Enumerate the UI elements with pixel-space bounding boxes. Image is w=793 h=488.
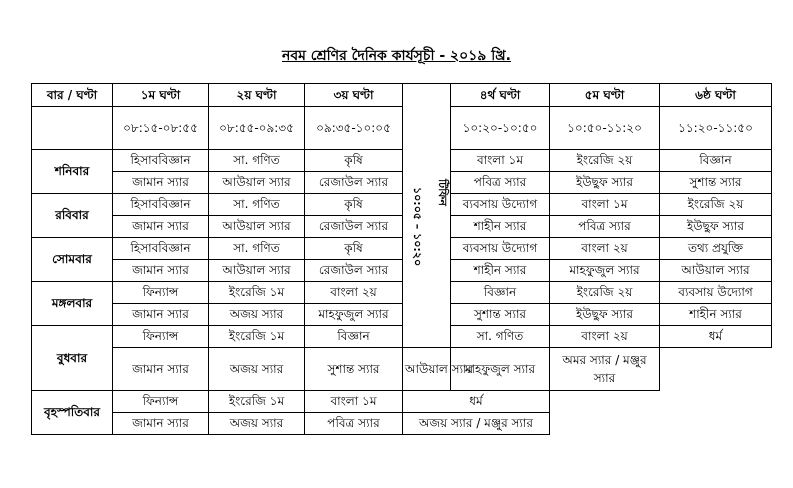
day-sunday: রবিবার	[32, 194, 113, 238]
day-saturday: শনিবার	[32, 150, 113, 194]
table-row	[32, 172, 772, 194]
header-period-3: ৩য় ঘণ্টা	[305, 84, 403, 107]
subject-cell: সা. গণিত	[451, 326, 550, 348]
class-routine-table	[31, 83, 772, 435]
teacher-cell: রেজাউল স্যার	[305, 172, 403, 194]
header-period-6: ৬ষ্ঠ ঘণ্টা	[660, 84, 772, 107]
subject-cell: বাংলা ২য়	[305, 282, 403, 304]
teacher-cell: মাহফুজুল স্যার	[550, 260, 660, 282]
subject-cell: সা. গণিত	[209, 150, 305, 172]
header-period-5: ৫ম ঘণ্টা	[550, 84, 660, 107]
header-row	[32, 84, 772, 107]
subject-cell: হিসাববিজ্ঞান	[113, 194, 209, 216]
table-row	[32, 282, 772, 304]
table-row	[32, 216, 772, 238]
header-period-4: ৪র্থ ঘণ্টা	[451, 84, 550, 107]
table-row	[32, 194, 772, 216]
teacher-cell: আউয়াল স্যার	[403, 348, 451, 391]
subject-cell: বিজ্ঞান	[660, 150, 772, 172]
teacher-cell: শাহীন স্যার	[451, 260, 550, 282]
subject-cell: ব্যবসায় উদ্যোগ	[451, 238, 550, 260]
header-day-period: বার / ঘণ্টা	[32, 84, 113, 107]
time-period-4: ১০:২০-১০:৫০	[451, 107, 550, 150]
day-wednesday: বুধবার	[32, 326, 113, 391]
subject-cell: সা. গণিত	[209, 238, 305, 260]
subject-cell: ইংরেজি ১ম	[209, 326, 305, 348]
subject-cell: বিজ্ঞান	[451, 282, 550, 304]
teacher-cell: অজয় স্যার	[209, 413, 305, 435]
subject-cell: ইংরেজি ২য়	[550, 150, 660, 172]
table-row	[32, 238, 772, 260]
break-label: টিফিন	[436, 178, 449, 206]
header-period-2: ২য় ঘণ্টা	[209, 84, 305, 107]
teacher-cell: আউয়াল স্যার	[209, 260, 305, 282]
subject-cell: ইংরেজি ২য়	[550, 282, 660, 304]
teacher-cell: অমর স্যার / মঞ্জুর স্যার	[550, 348, 660, 391]
teacher-cell: অজয় স্যার / মঞ্জুর স্যার	[403, 413, 550, 435]
teacher-cell: ইউছুফ স্যার	[550, 172, 660, 194]
day-thursday: বৃহস্পতিবার	[32, 391, 113, 435]
break-time: ১০:০৫ – ১০:২০	[411, 187, 424, 267]
subject-cell: ব্যবসায় উদ্যোগ	[660, 282, 772, 304]
subject-cell: কৃষি	[305, 194, 403, 216]
header-period-1: ১ম ঘণ্টা	[113, 84, 209, 107]
table-row	[32, 150, 772, 172]
time-period-5: ১০:৫০-১১:২০	[550, 107, 660, 150]
time-period-3: ০৯:৩৫-১০:০৫	[305, 107, 403, 150]
teacher-cell: ইউছুফ স্যার	[660, 216, 772, 238]
table-row	[32, 391, 772, 413]
page-title: নবম শ্রেণির দৈনিক কার্যসূচী - ২০১৯ খ্রি.	[281, 48, 512, 64]
teacher-cell: অজয় স্যার	[209, 304, 305, 326]
day-tuesday: মঙ্গলবার	[32, 282, 113, 326]
break-column	[403, 84, 451, 348]
subject-cell: বিজ্ঞান	[305, 326, 403, 348]
subject-cell: বাংলা ১ম	[305, 391, 403, 413]
teacher-cell: জামান স্যার	[113, 304, 209, 326]
subject-cell: ইংরেজি ১ম	[209, 282, 305, 304]
subject-cell: ইংরেজি ২য়	[660, 194, 772, 216]
teacher-cell: অজয় স্যার	[209, 348, 305, 391]
time-period-2: ০৮:৫৫-০৯:৩৫	[209, 107, 305, 150]
subject-cell: ফিন্যান্স	[113, 391, 209, 413]
subject-cell: হিসাববিজ্ঞান	[113, 238, 209, 260]
subject-cell: কৃষি	[305, 150, 403, 172]
teacher-cell: সুশান্ত স্যার	[451, 304, 550, 326]
subject-cell: ফিন্যান্স	[113, 282, 209, 304]
teacher-cell: পবিত্র স্যার	[550, 216, 660, 238]
time-period-6: ১১:২০-১১:৫০	[660, 107, 772, 150]
teacher-cell: জামান স্যার	[113, 172, 209, 194]
subject-cell: ফিন্যান্স	[113, 326, 209, 348]
teacher-cell: শাহীন স্যার	[660, 304, 772, 326]
empty-cell	[550, 391, 772, 413]
teacher-cell: জামান স্যার	[113, 413, 209, 435]
teacher-cell: রেজাউল স্যার	[305, 216, 403, 238]
table-row	[32, 413, 772, 435]
teacher-cell: জামান স্যার	[113, 260, 209, 282]
time-empty	[32, 107, 113, 150]
subject-cell: ধর্ম	[660, 326, 772, 348]
teacher-cell: জামান স্যার	[113, 216, 209, 238]
teacher-cell: পবিত্র স্যার	[451, 172, 550, 194]
subject-cell: ব্যবসায় উদ্যোগ	[451, 194, 550, 216]
teacher-cell: মাহফুজুল স্যার	[451, 348, 550, 391]
teacher-cell: আউয়াল স্যার	[660, 260, 772, 282]
subject-cell: বাংলা ২য়	[550, 238, 660, 260]
time-row	[32, 107, 772, 150]
subject-cell: বাংলা ২য়	[550, 326, 660, 348]
teacher-cell: জামান স্যার	[113, 348, 209, 391]
subject-cell: তথ্য প্রযুক্তি	[660, 238, 772, 260]
subject-cell: বাংলা ১ম	[451, 150, 550, 172]
teacher-cell: আউয়াল স্যার	[209, 172, 305, 194]
teacher-cell: আউয়াল স্যার	[209, 216, 305, 238]
day-monday: সোমবার	[32, 238, 113, 282]
table-row	[32, 304, 772, 326]
teacher-cell: পবিত্র স্যার	[305, 413, 403, 435]
subject-cell: হিসাববিজ্ঞান	[113, 150, 209, 172]
subject-cell: ইংরেজি ১ম	[209, 391, 305, 413]
subject-cell: ধর্ম	[403, 391, 550, 413]
teacher-cell: ইউছুফ স্যার	[550, 304, 660, 326]
teacher-cell: মাহফুজুল স্যার	[305, 304, 403, 326]
table-row	[32, 260, 772, 282]
teacher-cell: শাহীন স্যার	[451, 216, 550, 238]
teacher-cell: সুশান্ত স্যার	[305, 348, 403, 391]
empty-cell	[550, 413, 772, 435]
table-row	[32, 326, 772, 348]
table-row	[32, 348, 772, 391]
teacher-cell: সুশান্ত স্যার	[660, 172, 772, 194]
subject-cell: সা. গণিত	[209, 194, 305, 216]
teacher-cell: রেজাউল স্যার	[305, 260, 403, 282]
time-period-1: ০৮:১৫-০৮:৫৫	[113, 107, 209, 150]
subject-cell: বাংলা ১ম	[550, 194, 660, 216]
subject-cell: কৃষি	[305, 238, 403, 260]
